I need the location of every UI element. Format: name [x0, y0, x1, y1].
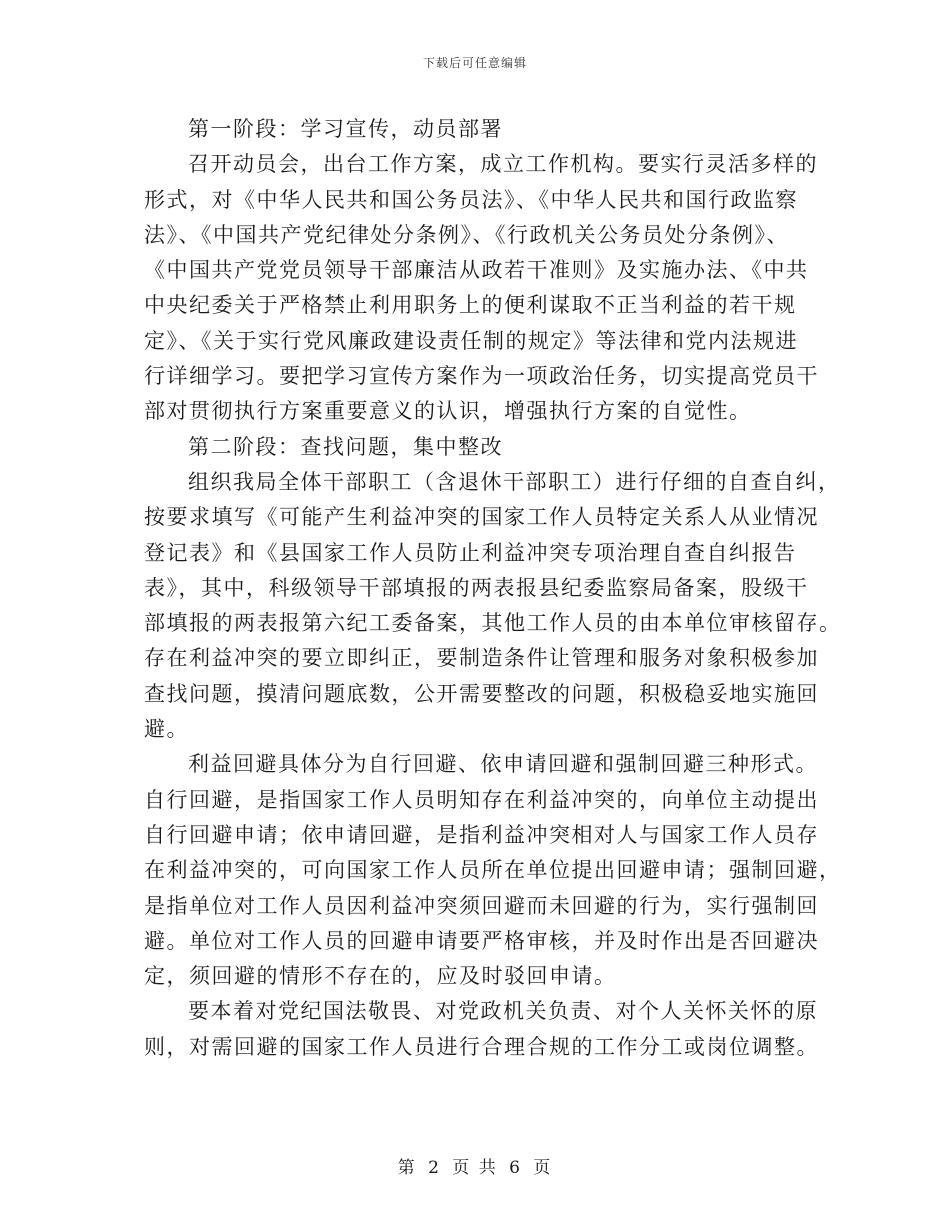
total-pages-number: 6 — [509, 1158, 522, 1178]
text-line: 形式，对《中华人民共和国公务员法》、《中华人民共和国行政监察 — [144, 187, 798, 212]
text-line: 行详细学习。要把学习宣传方案作为一项政治任务，切实提高党员干 — [144, 364, 819, 389]
text-line: 自行回避申请；依申请回避，是指利益冲突相对人与国家工作人员存 — [144, 822, 819, 847]
document-body — [144, 112, 842, 1065]
text-line: 避。单位对工作人员的回避申请要严格审核，并及时作出是否回避决 — [144, 928, 819, 953]
header-note: 下载后可任意编辑 — [422, 56, 527, 70]
text-line: 第二阶段：查找问题，集中整改 — [188, 434, 503, 459]
text-line: 定》、《关于实行党风廉政建设责任制的规定》等法律和党内法规进 — [144, 328, 798, 353]
text-line: 召开动员会，出台工作方案，成立工作机构。要实行灵活多样的 — [188, 152, 818, 177]
text-line: 中央纪委关于严格禁止利用职务上的便利谋取不正当利益的若干规 — [144, 293, 797, 318]
text-line: 在利益冲突的，可向国家工作人员所在单位提出回避申请；强制回避， — [144, 858, 842, 883]
footer-prefix: 第 — [397, 1158, 417, 1178]
text-line: 则，对需回避的国家工作人员进行合理合规的工作分工或岗位调整。 — [144, 1034, 819, 1059]
text-line: 是指单位对工作人员因利益冲突须回避而未回避的行为，实行强制回 — [144, 893, 819, 918]
text-line: 组织我局全体干部职工（含退休干部职工）进行仔细的自查自纠， — [188, 469, 841, 494]
text-line: 法》、《中国共产党纪律处分条例》、《行政机关公务员处分条例》、 — [144, 222, 789, 247]
text-line: 定，须回避的情形不存在的，应及时驳回申请。 — [144, 964, 617, 989]
text-line: 利益回避具体分为自行回避、依申请回避和强制回避三种形式。 — [188, 752, 818, 777]
text-line: 要本着对党纪国法敬畏、对党政机关负责、对个人关怀关怀的原 — [188, 999, 818, 1024]
text-line: 第一阶段：学习宣传，动员部署 — [188, 117, 503, 141]
current-page-number: 2 — [428, 1158, 441, 1178]
text-line: 存在利益冲突的要立即纠正，要制造条件让管理和服务对象积极参加 — [144, 646, 819, 671]
footer-middle: 页 共 — [452, 1158, 498, 1178]
text-line: 登记表》和《县国家工作人员防止利益冲突专项治理自查自纠报告 — [144, 540, 797, 565]
text-line: 部对贯彻执行方案重要意义的认识，增强执行方案的自觉性。 — [144, 399, 752, 424]
text-line: 自行回避，是指国家工作人员明知存在利益冲突的，向单位主动提出 — [144, 787, 819, 812]
footer-suffix: 页 — [533, 1158, 553, 1178]
text-line: 表》，其中，科级领导干部填报的两表报县纪委监察局备案，股级干 — [144, 575, 809, 600]
text-line: 避。 — [144, 717, 189, 742]
page-number-footer — [0, 1153, 950, 1178]
text-line: 部填报的两表报第六纪工委备案，其他工作人员的由本单位审核留存。 — [144, 611, 842, 636]
text-line: 按要求填写《可能产生利益冲突的国家工作人员特定关系人从业情况 — [144, 505, 819, 530]
text-line: 查找问题，摸清问题底数，公开需要整改的问题，积极稳妥地实施回 — [144, 681, 819, 706]
text-line: 《中国共产党党员领导干部廉洁从政若干准则》及实施办法、《中共 — [144, 258, 809, 283]
